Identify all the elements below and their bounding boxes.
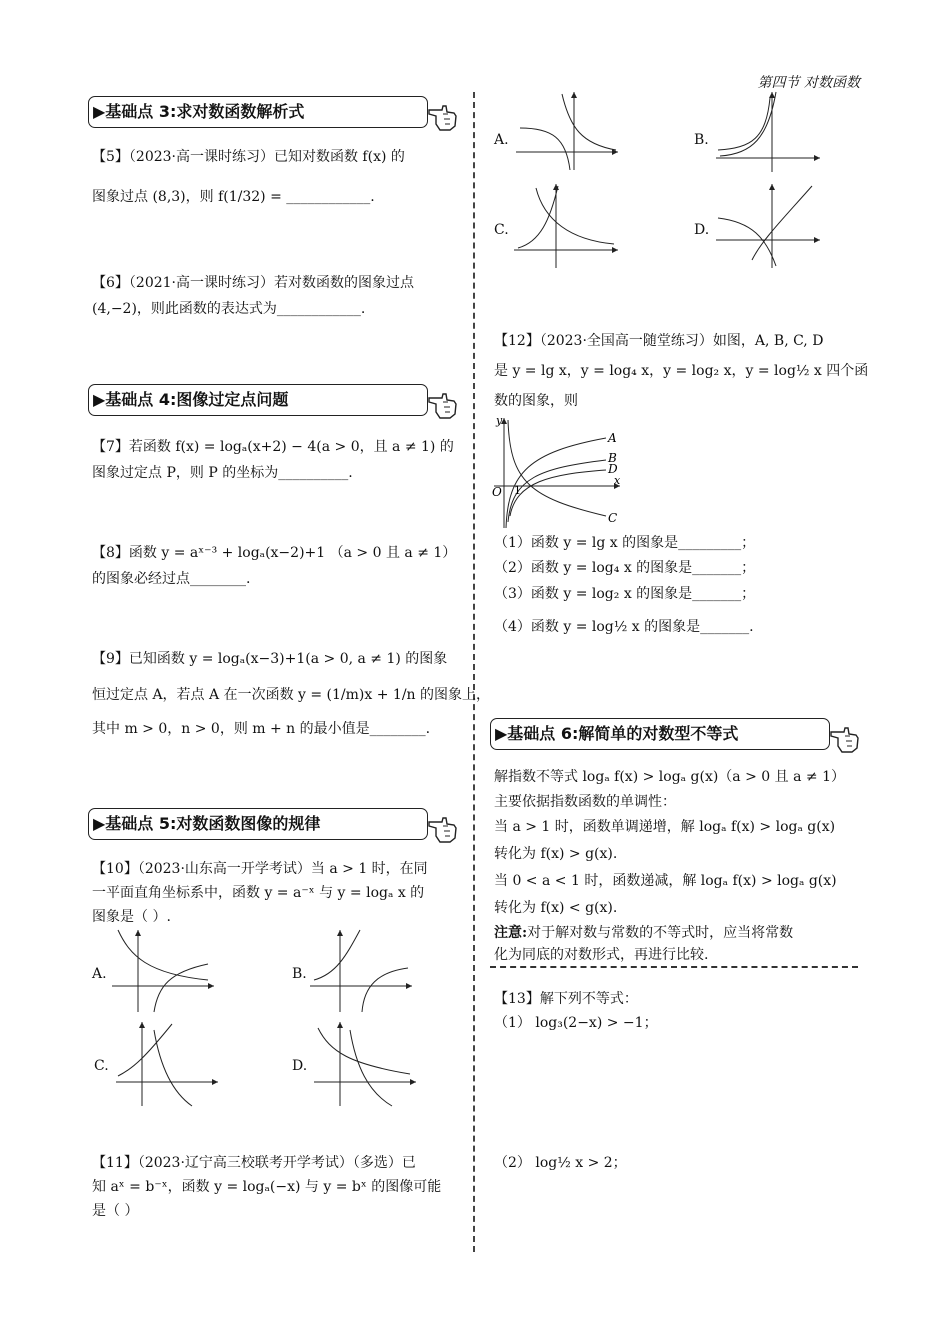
note-text: 对于解对数与常数的不等式时，应当将常数 bbox=[527, 925, 794, 941]
graph-10b bbox=[306, 926, 416, 1014]
section-6-text-3: 当 a > 1 时，函数单调递增，解 logₐ f(x) > logₐ g(x) bbox=[494, 819, 836, 835]
origin-label: O bbox=[492, 485, 502, 499]
problem-13-q1: （1） log₃(2−x) > −1； bbox=[494, 1015, 658, 1031]
option-c-label: C. bbox=[94, 1058, 109, 1074]
curve-c-label: C bbox=[608, 511, 618, 525]
problem-12-q1: （1）函数 y = lg x 的图象是_________； bbox=[494, 535, 756, 551]
note-label: 注意: bbox=[494, 925, 528, 941]
section-6-text-2: 主要依据指数函数的单调性： bbox=[494, 794, 676, 810]
problem-12-q2: （2）函数 y = log₄ x 的图象是_______； bbox=[494, 560, 756, 576]
pointing-hand-icon bbox=[426, 100, 460, 134]
problem-6-line-1: 【6】（2021·高一课时练习）若对数函数的图象过点 bbox=[92, 275, 414, 291]
section-6-text-6: 转化为 f(x) < g(x). bbox=[494, 900, 618, 916]
problem-11-line-1: 【11】（2023·辽宁高三校联考开学考试）（多选）已 bbox=[92, 1155, 416, 1171]
section-5-title: ▶基础点 5:对数函数图像的规律 bbox=[88, 808, 428, 840]
section-4-title: ▶基础点 4:图像过定点问题 bbox=[88, 384, 428, 416]
section-3-title: ▶基础点 3:求对数函数解析式 bbox=[88, 96, 428, 128]
problem-5-line-2: 图象过点 (8,3)，则 f(1/32) = ____________. bbox=[92, 189, 375, 205]
curve-b-label: B bbox=[608, 451, 617, 465]
graph-10d bbox=[310, 1016, 420, 1108]
problem-10-line-2: 一平面直角坐标系中，函数 y = a⁻ˣ 与 y = logₐ x 的 bbox=[92, 885, 425, 901]
section-6-text-1: 解指数不等式 logₐ f(x) > logₐ g(x)（a > 0 且 a ≠ 1） bbox=[494, 769, 845, 785]
problem-5-line-1: 【5】（2023·高一课时练习）已知对数函数 f(x) 的 bbox=[92, 149, 405, 165]
page-header: 第四节 对数函数 bbox=[757, 75, 860, 91]
option-d-label: D. bbox=[292, 1058, 308, 1074]
problem-12-line-2: 是 y = lg x，y = log₄ x，y = log₂ x，y = log½ x 四个函 bbox=[494, 363, 869, 379]
section-6-note bbox=[494, 922, 793, 944]
graph-10a bbox=[108, 926, 218, 1014]
graph-11c bbox=[510, 180, 622, 268]
problem-10-line-1: 【10】（2023·山东高一开学考试）当 a > 1 时，在同 bbox=[92, 861, 428, 877]
problem-12-q4: （4）函数 y = log½ x 的图象是_______. bbox=[494, 619, 754, 635]
problem-13-title: 【13】解下列不等式： bbox=[494, 991, 638, 1007]
problem-9-line-2: 恒过定点 A，若点 A 在一次函数 y = (1/m)x + 1/n 的图象上， bbox=[92, 687, 491, 703]
y-axis-label: y bbox=[496, 414, 503, 427]
problem-7-line-2: 图象过定点 P，则 P 的坐标为__________. bbox=[92, 465, 353, 481]
problem-7-line-1: 【7】若函数 f(x) = logₐ(x+2) − 4(a > 0，且 a ≠ 1) 的 bbox=[92, 439, 454, 455]
graph-11d bbox=[712, 180, 824, 268]
option-a-label: A. bbox=[92, 966, 107, 982]
problem-10-line-3: 图象是（ ）. bbox=[92, 909, 171, 925]
curve-d-label: D bbox=[608, 462, 618, 476]
option-c-label: C. bbox=[494, 222, 509, 238]
problem-11-line-3: 是（ ） bbox=[92, 1203, 139, 1219]
option-a-label: A. bbox=[494, 132, 509, 148]
pointing-hand-icon bbox=[426, 812, 460, 846]
column-divider bbox=[473, 92, 475, 1252]
problem-9-line-3: 其中 m > 0，n > 0，则 m + n 的最小值是________. bbox=[92, 721, 431, 737]
graph-11a bbox=[512, 88, 622, 172]
section-6-title: ▶基础点 6:解简单的对数型不等式 bbox=[490, 718, 830, 750]
tick-one-label: 1 bbox=[514, 484, 521, 497]
curve-a-label: A bbox=[608, 431, 617, 445]
problem-11-line-2: 知 aˣ = b⁻ˣ，函数 y = logₐ(−x) 与 y = bˣ 的图像可能 bbox=[92, 1179, 442, 1195]
x-axis-label: x bbox=[614, 474, 621, 487]
option-b-label: B. bbox=[694, 132, 709, 148]
problem-8-line-2: 的图象必经过点________. bbox=[92, 571, 251, 587]
graph-12 bbox=[490, 412, 630, 530]
graph-11b bbox=[712, 88, 824, 172]
graph-10c bbox=[112, 1016, 222, 1108]
problem-6-line-2: (4,−2)，则此函数的表达式为____________. bbox=[92, 301, 366, 317]
section-divider bbox=[490, 966, 858, 968]
option-d-label: D. bbox=[694, 222, 710, 238]
pointing-hand-icon bbox=[426, 388, 460, 422]
problem-12-q3: （3）函数 y = log₂ x 的图象是_______； bbox=[494, 586, 756, 602]
section-6-text-5: 当 0 < a < 1 时，函数递减，解 logₐ f(x) > logₐ g(x) bbox=[494, 873, 837, 889]
problem-13-q2: （2） log½ x > 2； bbox=[494, 1155, 627, 1171]
section-6-note-2: 化为同底的对数形式，再进行比较. bbox=[494, 947, 709, 963]
problem-12-line-3: 数的图象，则 bbox=[494, 393, 578, 409]
problem-12-line-1: 【12】（2023·全国高一随堂练习）如图，A, B, C, D bbox=[494, 333, 824, 349]
problem-9-line-1: 【9】已知函数 y = logₐ(x−3)+1(a > 0, a ≠ 1) 的图象 bbox=[92, 651, 448, 667]
section-6-text-4: 转化为 f(x) > g(x). bbox=[494, 846, 618, 862]
problem-8-line-1: 【8】函数 y = aˣ⁻³ + logₐ(x−2)+1 （a > 0 且 a ≠ 1） bbox=[92, 545, 457, 561]
pointing-hand-icon bbox=[828, 722, 862, 756]
option-b-label: B. bbox=[292, 966, 307, 982]
